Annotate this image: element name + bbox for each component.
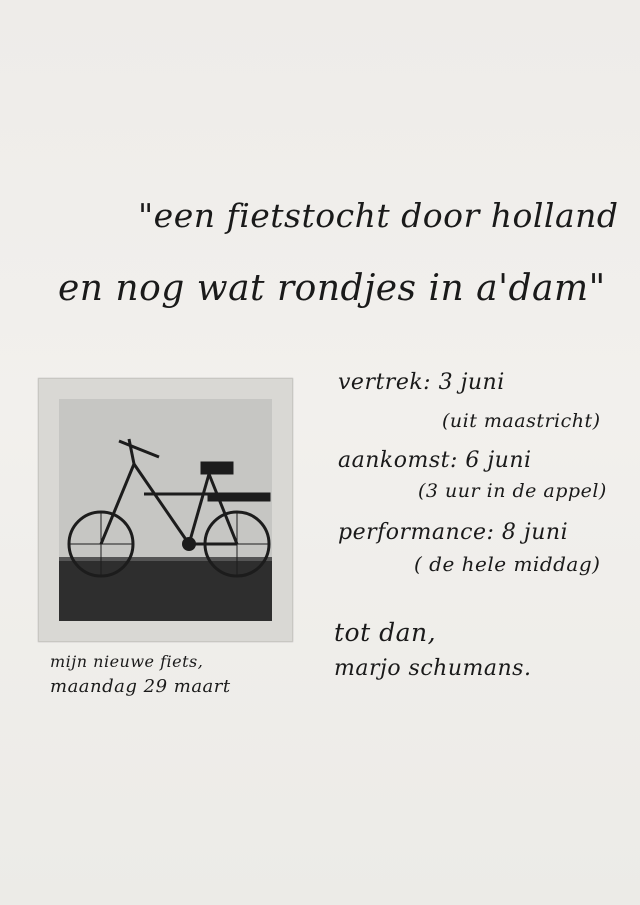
performance-note: ( de hele middag) <box>414 552 601 576</box>
departure-text: vertrek: 3 juni <box>338 370 505 395</box>
polaroid-photo <box>38 378 293 642</box>
arrival-note: (3 uur in de appel) <box>418 480 607 502</box>
signoff-greeting: tot dan, <box>334 618 437 647</box>
bicycle-photo <box>59 399 272 621</box>
arrival-text: aankomst: 6 juni <box>338 448 532 473</box>
bicycle-illustration <box>59 399 272 621</box>
title-line-1: "een fietstocht door holland <box>138 196 619 235</box>
departure-note: (uit maastricht) <box>442 410 601 432</box>
performance-text: performance: 8 juni <box>338 520 569 545</box>
photo-caption-line-2: maandag 29 maart <box>50 676 231 697</box>
title-line-2: en nog wat rondjes in a'dam" <box>58 268 606 309</box>
signoff-signature: marjo schumans. <box>334 656 532 681</box>
photo-caption-line-1: mijn nieuwe fiets, <box>50 652 204 671</box>
